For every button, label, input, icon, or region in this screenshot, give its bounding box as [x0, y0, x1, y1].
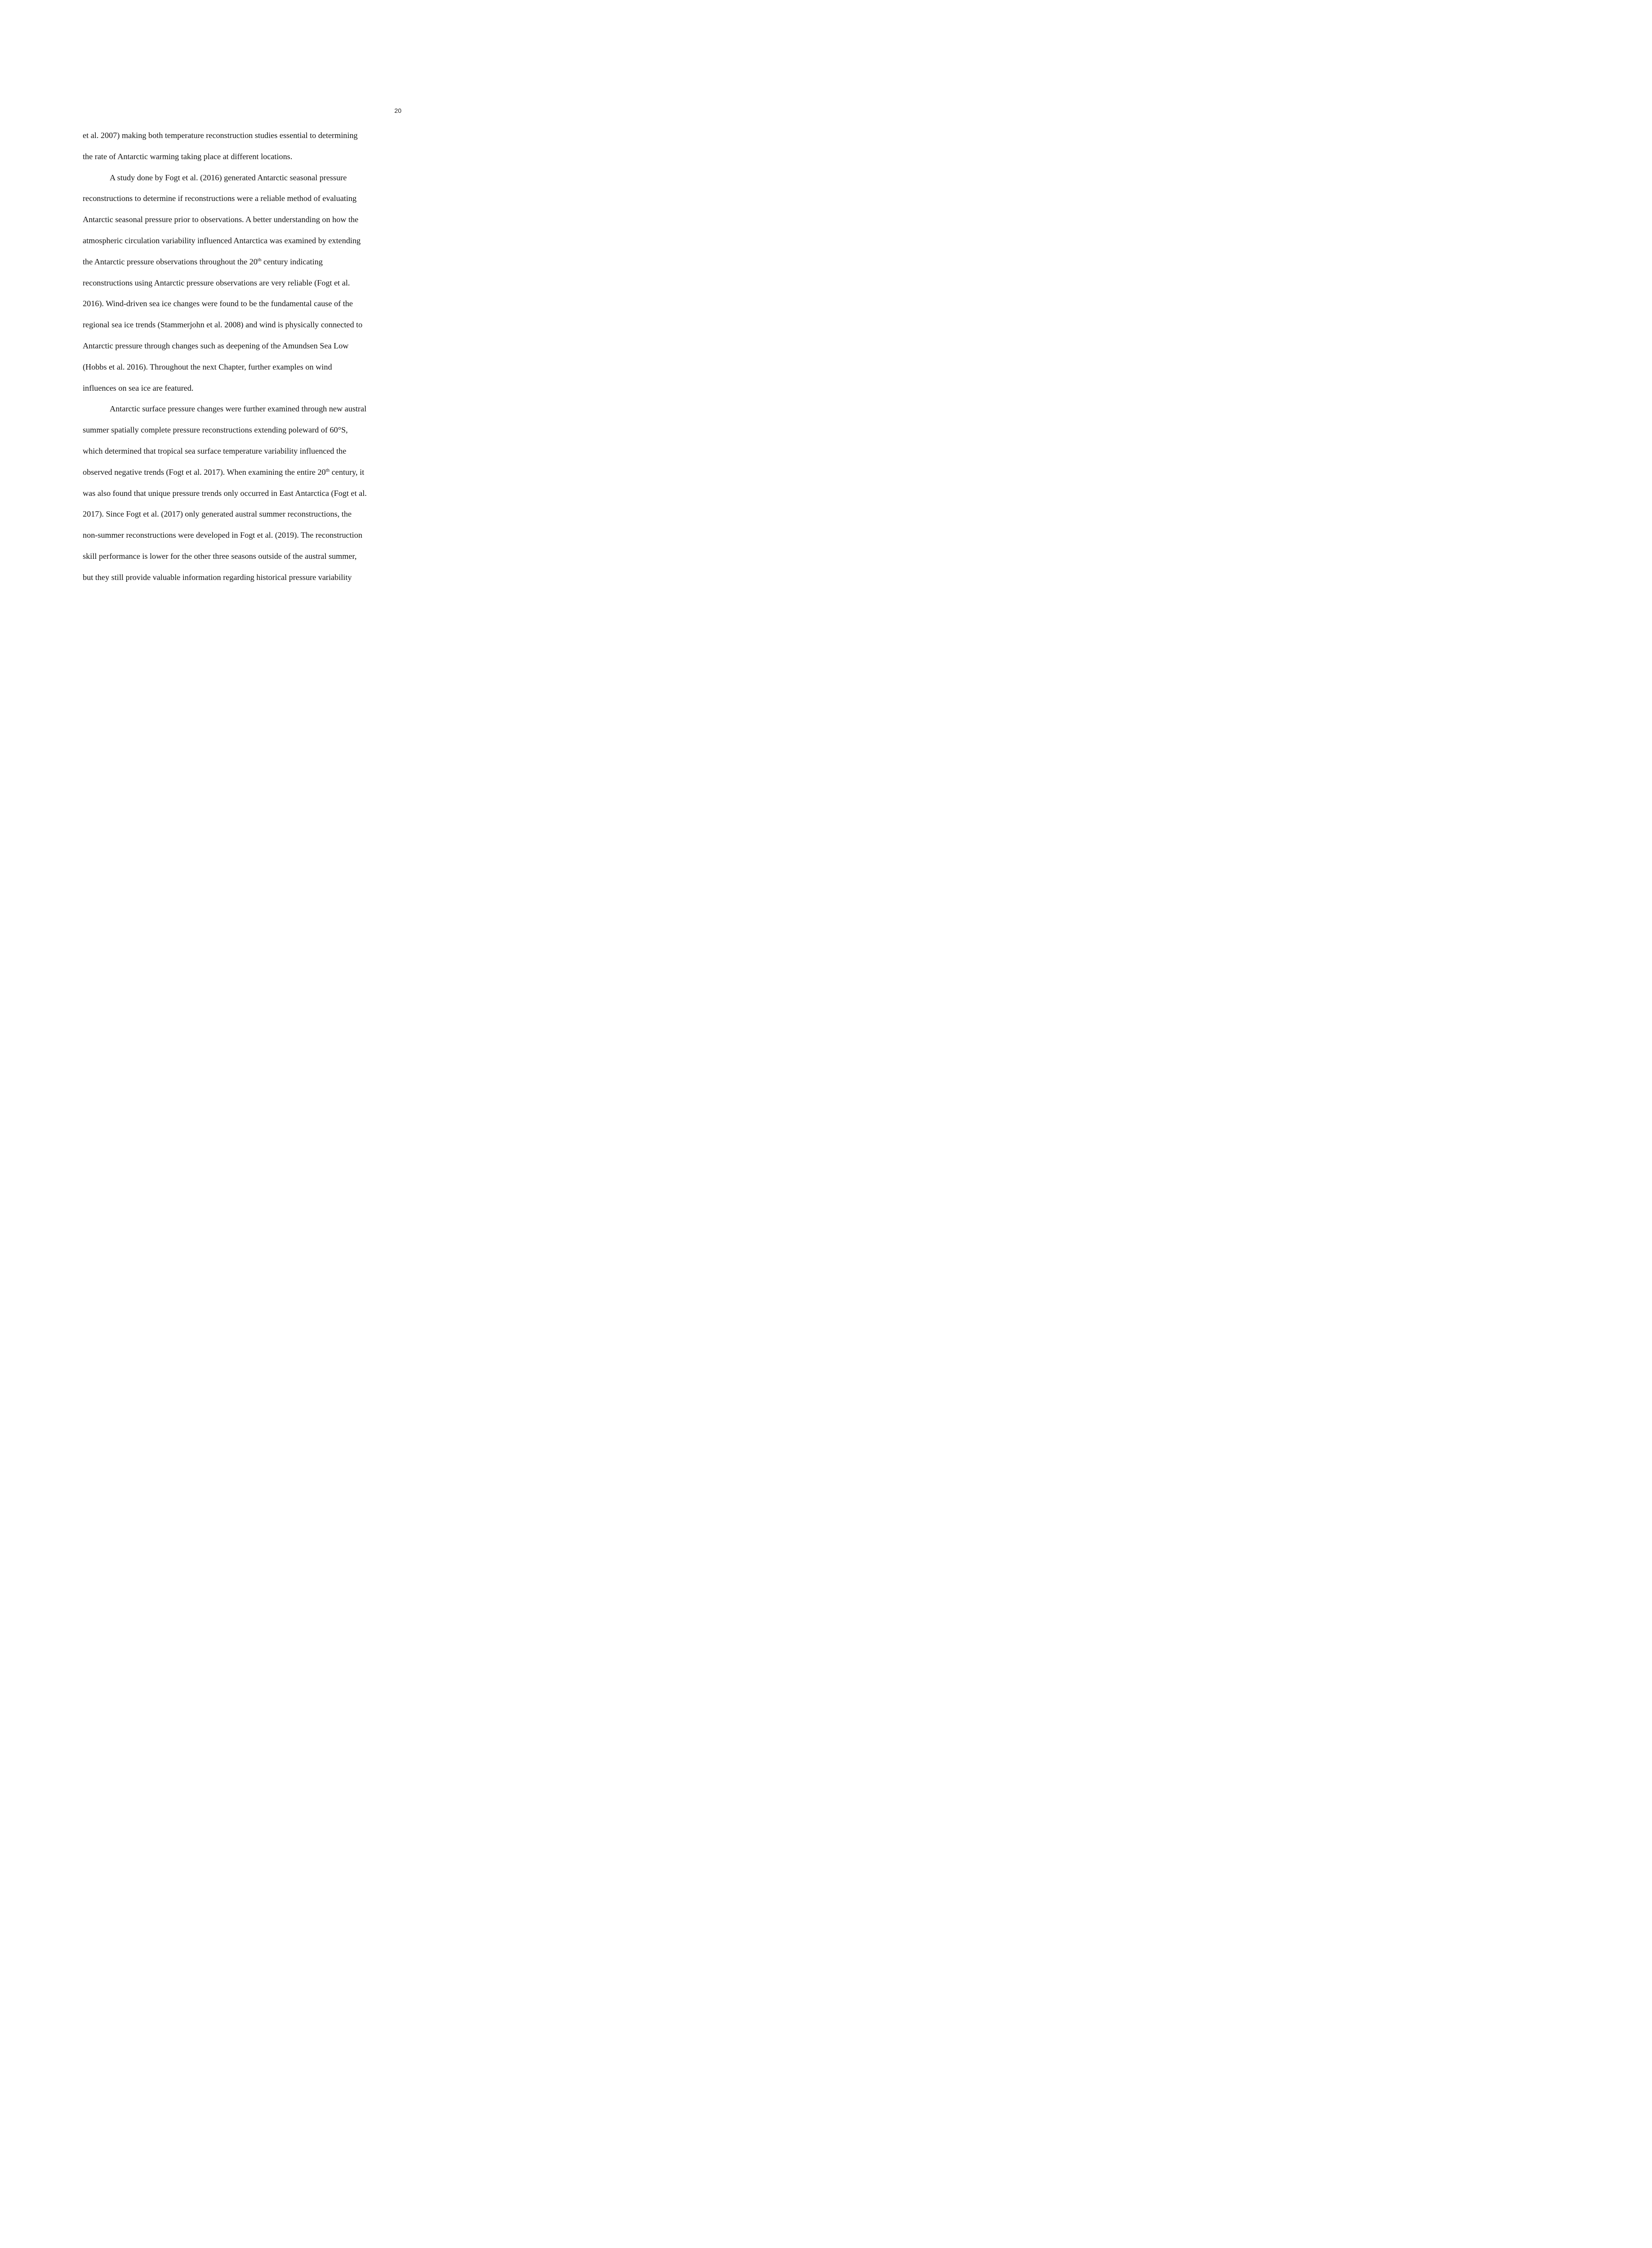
text-segment: the Antarctic pressure observations throughout the 20: [83, 257, 258, 266]
text-segment: century, it: [330, 467, 365, 477]
text-line: Antarctic pressure through changes such as deepening of the Amundsen Sea Low: [83, 341, 349, 350]
superscript-ordinal: th: [325, 467, 330, 473]
text-segment: century indicating: [261, 257, 323, 266]
text-line: reconstructions to determine if reconstructions were a reliable method of evaluating: [83, 194, 357, 203]
text-line: A study done by Fogt et al. (2016) generated Antarctic seasonal pressure: [110, 173, 347, 182]
text-line: skill performance is lower for the other three seasons outside of the austral summer,: [83, 551, 357, 561]
text-segment: observed negative trends (Fogt et al. 2017). When examining the entire 20: [83, 467, 326, 477]
text-line: summer spatially complete pressure reconstructions extending poleward of 60°S,: [83, 425, 348, 435]
text-line: atmospheric circulation variability influenced Antarctica was examined by extending: [83, 236, 361, 245]
text-line: Antarctic surface pressure changes were further examined through new austral: [110, 404, 367, 414]
text-line: 2016). Wind-driven sea ice changes were found to be the fundamental cause of the: [83, 299, 353, 308]
text-line: et al. 2007) making both temperature reconstruction studies essential to determining: [83, 131, 358, 140]
text-line: influences on sea ice are featured.: [83, 383, 194, 393]
text-line: [83, 251, 403, 272]
text-line: [83, 462, 403, 483]
text-line: was also found that unique pressure trends only occurred in East Antarctica (Fogt et al.: [83, 488, 367, 498]
superscript-ordinal: th: [257, 257, 262, 263]
page-number: 20: [394, 107, 401, 114]
text-line: the rate of Antarctic warming taking place at different locations.: [83, 152, 293, 161]
text-line: (Hobbs et al. 2016). Throughout the next Chapter, further examples on wind: [83, 362, 332, 371]
text-line: reconstructions using Antarctic pressure observations are very reliable (Fogt et al.: [83, 278, 350, 287]
text-line: which determined that tropical sea surface temperature variability influenced the: [83, 446, 347, 455]
text-line: non-summer reconstructions were developed in Fogt et al. (2019). The reconstruction: [83, 531, 362, 540]
body-text: [83, 125, 403, 588]
text-line: but they still provide valuable information regarding historical pressure variability: [83, 572, 352, 582]
text-line: regional sea ice trends (Stammerjohn et al. 2008) and wind is physically connected to: [83, 320, 363, 330]
text-line: Antarctic seasonal pressure prior to observations. A better understanding on how the: [83, 215, 359, 224]
text-line: 2017). Since Fogt et al. (2017) only generated austral summer reconstructions, the: [83, 509, 352, 519]
